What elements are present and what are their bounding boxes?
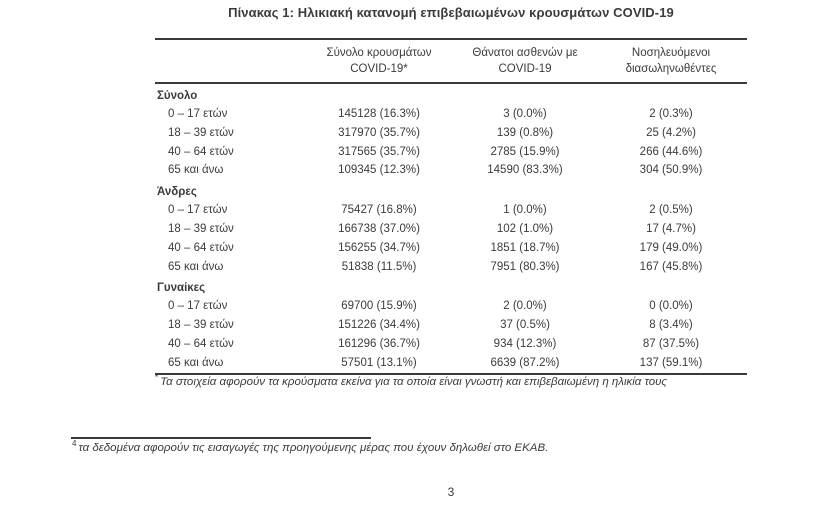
deaths-cell: 14590 (83.3%) [487,164,563,177]
deaths-cell: 2785 (15.9%) [490,145,560,158]
page-number: 3 [447,485,455,499]
table-row [155,354,747,373]
age-group-label: 65 και άνω [168,356,224,369]
footer-separator-line [71,437,371,439]
intubated-cell: 8 (3.4%) [649,319,693,332]
cases-cell: 166738 (37.0%) [338,222,420,235]
cases-cell: 109345 (12.3%) [338,164,420,177]
deaths-cell: 6639 (87.2%) [490,356,560,369]
table-body [155,84,747,373]
table-row [155,124,747,143]
table-row [155,316,747,335]
deaths-cell: 1851 (18.7%) [490,241,560,254]
intubated-cell: 2 (0.3%) [649,108,693,120]
deaths-cell: 3 (0.0%) [503,108,547,120]
section-label-total: Σύνολο [157,90,198,102]
covid-age-distribution-table [155,38,747,375]
cases-cell: 156255 (34.7%) [338,241,420,254]
age-group-label: 18 – 39 ετών [168,319,234,332]
age-group-label: 0 – 17 ετών [168,204,228,217]
intubated-cell: 25 (4.2%) [646,126,696,139]
age-group-label: 18 – 39 ετών [168,126,234,139]
column-header-cases-line2: COVID-19* [350,62,408,75]
table-bottom-rule [155,373,747,375]
age-group-label: 40 – 64 ετών [168,337,234,350]
column-header-deaths-line1: Θάνατοι ασθενών με [472,47,578,59]
age-group-label: 65 και άνω [168,164,224,177]
column-header-cases [303,46,455,77]
intubated-cell: 87 (37.5%) [642,337,700,350]
column-header-intubated [595,46,747,77]
table-footnote-text: Τα στοιχεία αφορούν τα κρούσματα εκείνα για τα οποία είναι γνωστή και επιβεβαιωμένη η ηλικία τους [160,376,668,388]
cases-cell: 69700 (15.9%) [341,300,417,313]
deaths-cell: 139 (0.8%) [496,126,554,139]
deaths-cell: 7951 (80.3%) [490,260,560,273]
age-group-label: 65 και άνω [168,260,224,273]
section-label-men: Άνδρες [157,186,197,199]
column-header-intubated-line2: διασωληνωθέντες [625,62,717,75]
intubated-cell: 304 (50.9%) [639,164,703,177]
column-header-deaths [455,46,595,77]
intubated-cell: 0 (0.0%) [649,300,693,313]
table-row [155,105,747,124]
row-label-column-header [155,46,303,77]
cases-cell: 317970 (35.7%) [338,126,420,139]
deaths-cell: 102 (1.0%) [496,222,554,235]
age-group-label: 0 – 17 ετών [168,108,228,120]
intubated-cell: 266 (44.6%) [639,145,703,158]
footer-footnote-text: τα δεδομένα αφορούν τις εισαγωγές της προηγούμενης μέρας που έχουν δηλωθεί στο ΕΚΑΒ. [78,442,549,454]
intubated-cell: 179 (49.0%) [639,241,703,254]
intubated-cell: 2 (0.5%) [649,204,693,217]
age-group-label: 18 – 39 ετών [168,222,234,235]
table-row [155,143,747,162]
cases-cell: 145128 (16.3%) [338,108,420,120]
table-row [155,161,747,180]
age-group-label: 40 – 64 ετών [168,241,234,254]
section-label-women: Γυναίκες [157,282,206,295]
table-row [155,258,747,277]
cases-cell: 51838 (11.5%) [341,260,417,273]
deaths-cell: 2 (0.0%) [503,300,547,313]
column-header-cases-line1: Σύνολο κρουσμάτων [326,47,432,59]
table-row [155,239,747,258]
footer-footnote-marker: 4 [72,439,77,449]
table-footnote [155,373,815,388]
page-title: Πίνακας 1: Ηλικιακή κατανομή επιβεβαιωμένων κρουσμάτων COVID-19 [228,5,674,20]
deaths-cell: 37 (0.5%) [500,319,550,332]
age-group-label: 40 – 64 ετών [168,145,234,158]
cases-cell: 151226 (34.4%) [338,319,420,332]
cases-cell: 161296 (36.7%) [338,337,420,350]
deaths-cell: 1 (0.0%) [503,204,547,217]
intubated-cell: 17 (4.7%) [646,222,696,235]
table-row [155,220,747,239]
age-group-label: 0 – 17 ετών [168,300,228,313]
table-row [155,335,747,354]
cases-cell: 75427 (16.8%) [341,204,417,217]
deaths-cell: 934 (12.3%) [493,337,557,350]
footer-footnote [72,439,692,454]
table-footnote-marker: * [155,373,159,383]
cases-cell: 317565 (35.7%) [338,145,420,158]
cases-cell: 57501 (13.1%) [341,356,417,369]
intubated-cell: 137 (59.1%) [639,356,703,369]
column-header-intubated-line1: Νοσηλευόμενοι [631,47,711,59]
table-row [155,201,747,220]
intubated-cell: 167 (45.8%) [639,260,703,273]
table-row [155,297,747,316]
column-header-deaths-line2: COVID-19 [498,62,552,75]
table-header-row [155,40,747,82]
